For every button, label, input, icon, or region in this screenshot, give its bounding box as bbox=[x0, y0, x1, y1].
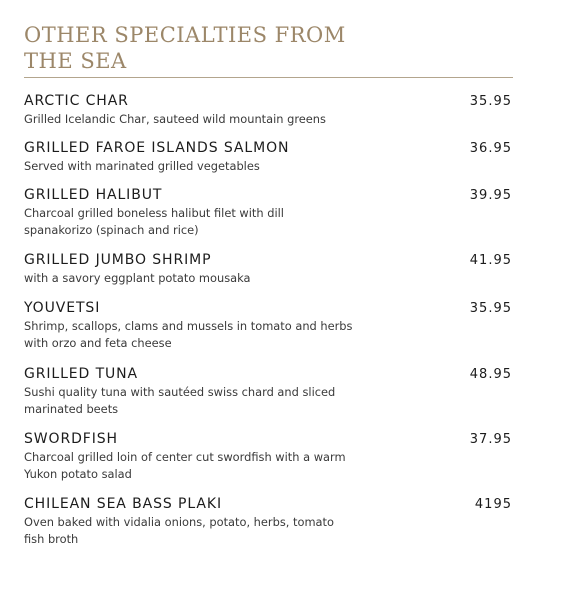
item-description: Charcoal grilled boneless halibut filet with dill spanakorizo (spinach and rice) bbox=[24, 206, 284, 237]
menu-item-swordfish bbox=[24, 431, 518, 483]
item-description: Charcoal grilled loin of center cut swordfish with a warm Yukon potato salad bbox=[24, 450, 346, 481]
item-price: 35.95 bbox=[469, 94, 512, 109]
item-name: SWORDFISH bbox=[24, 431, 118, 447]
menu-item-arctic-char bbox=[24, 93, 518, 128]
item-name: CHILEAN SEA BASS PLAKI bbox=[24, 496, 222, 512]
item-description: Served with marinated grilled vegetables bbox=[24, 159, 260, 173]
item-description: Shrimp, scallops, clams and mussels in tomato and herbs with orzo and feta cheese bbox=[24, 319, 353, 350]
item-name: GRILLED FAROE ISLANDS SALMON bbox=[24, 140, 290, 156]
item-price: 37.95 bbox=[469, 432, 512, 447]
item-name: ARCTIC CHAR bbox=[24, 93, 129, 109]
item-description: with a savory eggplant potato mousaka bbox=[24, 271, 251, 285]
section-title: OTHER SPECIALTIES FROM THE SEA bbox=[24, 23, 346, 73]
menu-item-youvetsi bbox=[24, 300, 518, 352]
item-name: GRILLED HALIBUT bbox=[24, 187, 163, 203]
item-name: GRILLED TUNA bbox=[24, 366, 139, 382]
menu-item-halibut bbox=[24, 187, 518, 239]
item-price: 41.95 bbox=[469, 253, 512, 268]
menu-item-faroe-salmon bbox=[24, 140, 518, 175]
item-price: 36.95 bbox=[469, 141, 512, 156]
menu-item-tuna bbox=[24, 366, 518, 418]
item-price: 39.95 bbox=[469, 188, 512, 203]
item-name: YOUVETSI bbox=[24, 300, 101, 316]
menu-item-sea-bass bbox=[24, 496, 518, 548]
item-price: 35.95 bbox=[469, 301, 512, 316]
menu-item-jumbo-shrimp bbox=[24, 252, 518, 287]
item-price: 4195 bbox=[474, 497, 512, 512]
item-description: Sushi quality tuna with sautéed swiss chard and sliced marinated beets bbox=[24, 385, 336, 416]
item-description: Oven baked with vidalia onions, potato, herbs, tomato fish broth bbox=[24, 515, 334, 546]
item-name: GRILLED JUMBO SHRIMP bbox=[24, 252, 212, 268]
item-price: 48.95 bbox=[469, 367, 512, 382]
title-divider bbox=[24, 77, 513, 78]
item-description: Grilled Icelandic Char, sauteed wild mountain greens bbox=[24, 112, 326, 126]
